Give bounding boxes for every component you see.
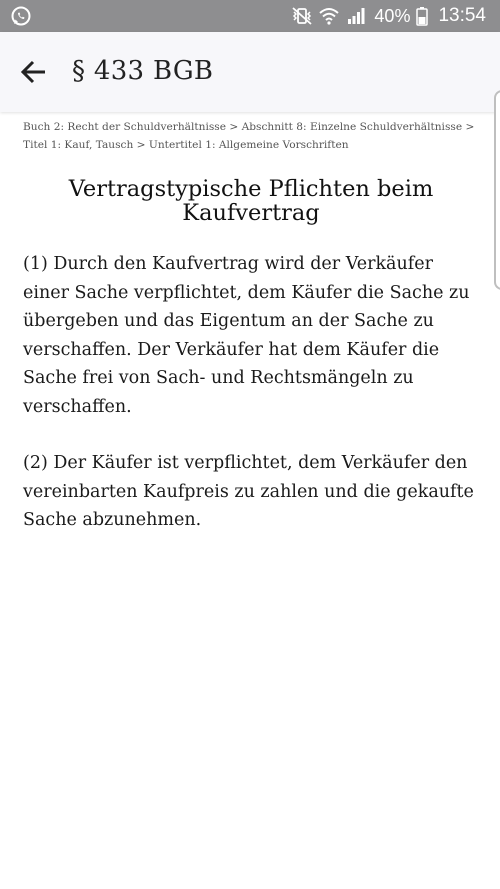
battery-icon <box>416 6 428 26</box>
paragraph-1: (1) Durch den Kaufvertrag wird der Verkäufer einer Sache verpflichtet, dem Käufer die Sache zu übergeben und das Eigentum an der Sache zu verschaffen. Der Verkäufer hat dem Käufer die Sache frei von Sach- und Rechtsmängeln zu verschaffen. <box>23 254 470 417</box>
mute-vibrate-icon <box>290 6 312 26</box>
page-title: § 433 BGB <box>72 56 214 86</box>
clock: 13:54 <box>438 5 486 26</box>
status-bar <box>0 0 500 32</box>
law-content <box>23 118 479 535</box>
breadcrumb[interactable]: Buch 2: Recht der Schuldverhältnisse > Abschnitt 8: Einzelne Schuldverhältnisse > Titel 1: Kauf, Tausch > Untertitel 1: Allgemeine Vorschriften <box>23 121 475 151</box>
battery-percent: 40% <box>374 5 411 26</box>
paragraph-2: (2) Der Käufer ist verpflichtet, dem Verkäufer den vereinbarten Kaufpreis zu zahlen und die gekaufte Sache abzunehmen. <box>23 453 474 530</box>
signal-icon <box>346 6 368 26</box>
section-title: Vertragstypische Pflichten beim Kaufvertrag <box>68 176 434 226</box>
scroll-indicator[interactable] <box>494 90 500 290</box>
app-bar <box>0 32 500 112</box>
arrow-left-icon[interactable] <box>18 56 50 88</box>
wifi-icon <box>318 6 340 26</box>
whatsapp-icon <box>10 5 32 27</box>
